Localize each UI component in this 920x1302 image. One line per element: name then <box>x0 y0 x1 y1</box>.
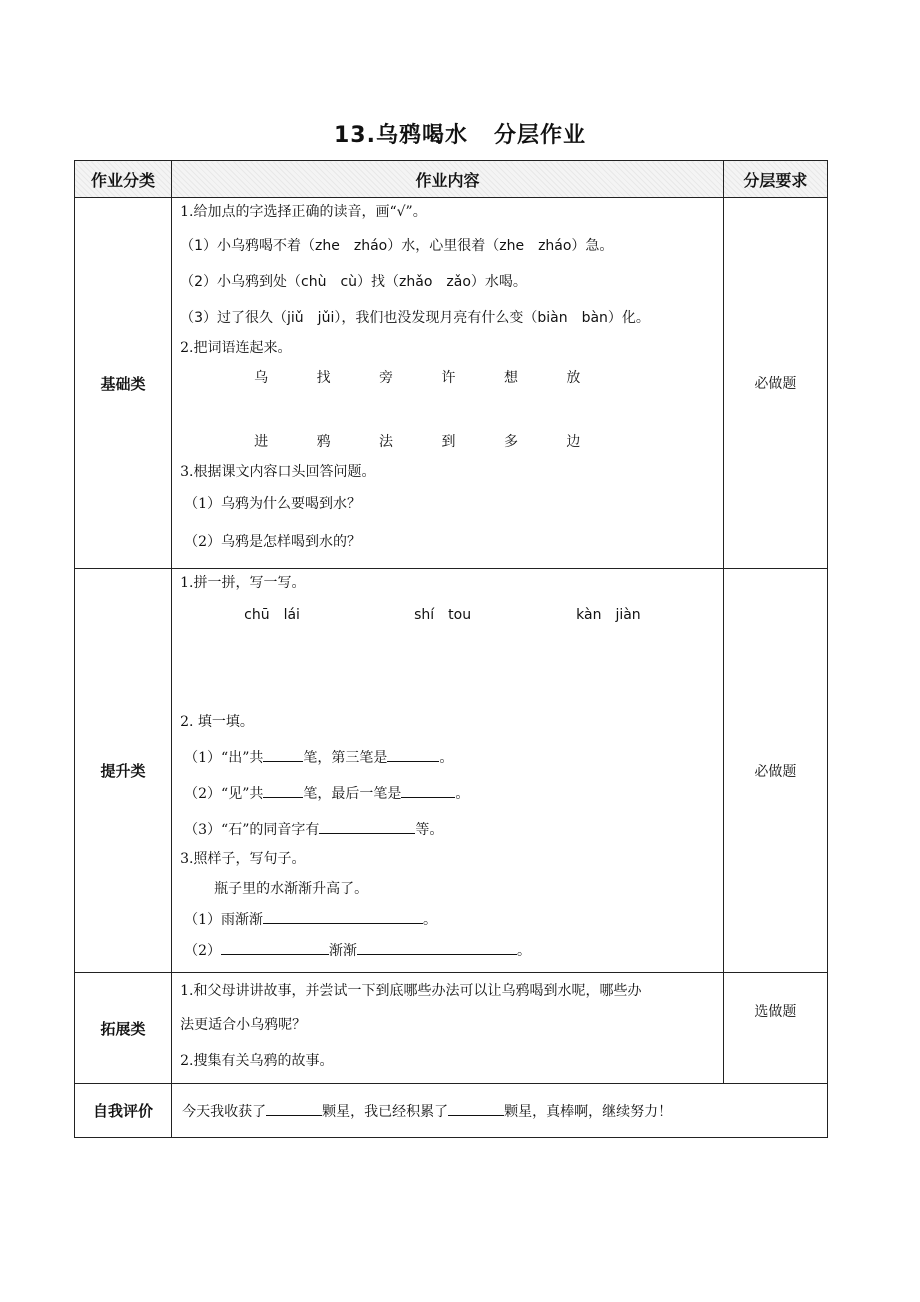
basic-q1-3: （3）过了很久（jiǔ jǔi），我们也没发现月亮有什么变（biàn bàn）化。 <box>180 310 650 326</box>
q3-2-part-b: 渐渐 <box>329 943 358 959</box>
answer-blank[interactable] <box>263 747 303 762</box>
homework-table <box>74 160 828 1138</box>
q2-2-part-b: 笔，最后一笔是 <box>303 786 402 802</box>
basic-q2-title: 2.把词语连起来。 <box>180 340 292 356</box>
word-item: 放 <box>566 370 581 386</box>
extended-q2: 2.搜集有关乌鸦的故事。 <box>180 1053 334 1069</box>
header-row <box>75 161 828 198</box>
basic-q1-2: （2）小乌鸦到处（chù cù）找（zhǎo zǎo）水喝。 <box>180 274 527 290</box>
basic-q3-2: （2）乌鸦是怎样喝到水的？ <box>184 534 362 550</box>
answer-blank[interactable] <box>263 783 303 798</box>
answer-blank[interactable] <box>448 1101 504 1116</box>
category-advanced: 提升类 <box>75 569 172 973</box>
advanced-q1-title: 1.拼一拼，写一写。 <box>180 575 306 591</box>
row-extended <box>75 973 828 1084</box>
advanced-q3-title: 3.照样子，写句子。 <box>180 851 306 867</box>
self-text-b: 颗星，我已经积累了 <box>322 1103 449 1120</box>
q2-1-part-b: 笔，第三笔是 <box>303 750 388 766</box>
pinyin-item: kàn jiàn <box>576 607 641 623</box>
word-row-bottom <box>232 432 602 452</box>
word-item: 许 <box>441 370 456 386</box>
page-title <box>0 118 920 149</box>
q2-3-part-a: （3）“石”的同音字有 <box>184 822 320 838</box>
word-item: 旁 <box>379 370 394 386</box>
answer-blank[interactable] <box>319 819 415 834</box>
q2-2-part-a: （2）“见”共 <box>184 786 264 802</box>
word-item: 到 <box>441 434 456 450</box>
answer-blank[interactable] <box>221 940 329 955</box>
category-basic: 基础类 <box>75 198 172 569</box>
basic-q1-1: （1）小乌鸦喝不着（zhe zháo）水，心里很着（zhe zháo）急。 <box>180 238 614 254</box>
title-number: 13. <box>333 123 376 148</box>
q3-2-part-a: （2） <box>184 943 222 959</box>
answer-blank[interactable] <box>357 940 517 955</box>
advanced-q2-3 <box>184 819 443 840</box>
q2-2-part-c: 。 <box>455 786 470 802</box>
q2-3-part-b: 等。 <box>415 822 444 838</box>
content-advanced <box>172 569 724 973</box>
extended-q1-line2: 法更适合小乌鸦呢？ <box>180 1017 307 1033</box>
word-item: 边 <box>566 434 581 450</box>
row-self-evaluation <box>75 1084 828 1138</box>
pinyin-item: chū lái <box>244 607 300 623</box>
basic-q1-title: 1.给加点的字选择正确的读音，画“√”。 <box>180 204 427 220</box>
word-item: 进 <box>254 434 269 450</box>
title-suffix: 分层作业 <box>493 123 586 148</box>
word-item: 法 <box>379 434 394 450</box>
q2-1-part-a: （1）“出”共 <box>184 750 264 766</box>
answer-blank[interactable] <box>263 909 423 924</box>
header-category: 作业分类 <box>75 161 172 198</box>
word-row-top <box>232 368 602 388</box>
answer-blank[interactable] <box>387 747 439 762</box>
pinyin-item: shí tou <box>414 607 472 623</box>
q3-1-part-b: 。 <box>423 912 438 928</box>
requirement-extended: 选做题 <box>723 973 827 1084</box>
title-name: 乌鸦喝水 <box>375 123 468 148</box>
extended-q1-line1: 1.和父母讲讲故事，并尝试一下到底哪些办法可以让乌鸦喝到水呢，哪些办 <box>180 983 642 999</box>
advanced-q3-2 <box>184 940 531 961</box>
content-extended <box>172 973 724 1084</box>
advanced-q3-example: 瓶子里的水渐渐升高了。 <box>214 881 369 897</box>
basic-q3-1: （1）乌鸦为什么要喝到水？ <box>184 496 362 512</box>
word-item: 想 <box>503 370 518 386</box>
category-self: 自我评价 <box>75 1084 172 1138</box>
advanced-q2-title: 2. 填一填。 <box>180 714 254 730</box>
q3-1-part-a: （1）雨渐渐 <box>184 912 264 928</box>
requirement-advanced: 必做题 <box>723 569 827 973</box>
answer-blank[interactable] <box>266 1101 322 1116</box>
word-item: 多 <box>503 434 518 450</box>
self-text-a: 今天我收获了 <box>182 1103 267 1120</box>
advanced-q2-1 <box>184 747 453 768</box>
self-text-c: 颗星，真棒啊，继续努力！ <box>504 1103 673 1120</box>
row-advanced <box>75 569 828 973</box>
q2-1-part-c: 。 <box>439 750 454 766</box>
self-evaluation-content <box>172 1084 828 1138</box>
answer-blank[interactable] <box>401 783 455 798</box>
basic-q3-title: 3.根据课文内容口头回答问题。 <box>180 464 376 480</box>
word-item: 鸦 <box>316 434 331 450</box>
category-extended: 拓展类 <box>75 973 172 1084</box>
word-item: 找 <box>316 370 331 386</box>
advanced-q2-2 <box>184 783 469 804</box>
q3-2-part-c: 。 <box>517 943 532 959</box>
header-content: 作业内容 <box>172 161 724 198</box>
requirement-basic: 必做题 <box>723 198 827 569</box>
content-basic <box>172 198 724 569</box>
word-item: 乌 <box>254 370 269 386</box>
advanced-q3-1 <box>184 909 437 930</box>
header-requirement: 分层要求 <box>723 161 827 198</box>
row-basic <box>75 198 828 569</box>
